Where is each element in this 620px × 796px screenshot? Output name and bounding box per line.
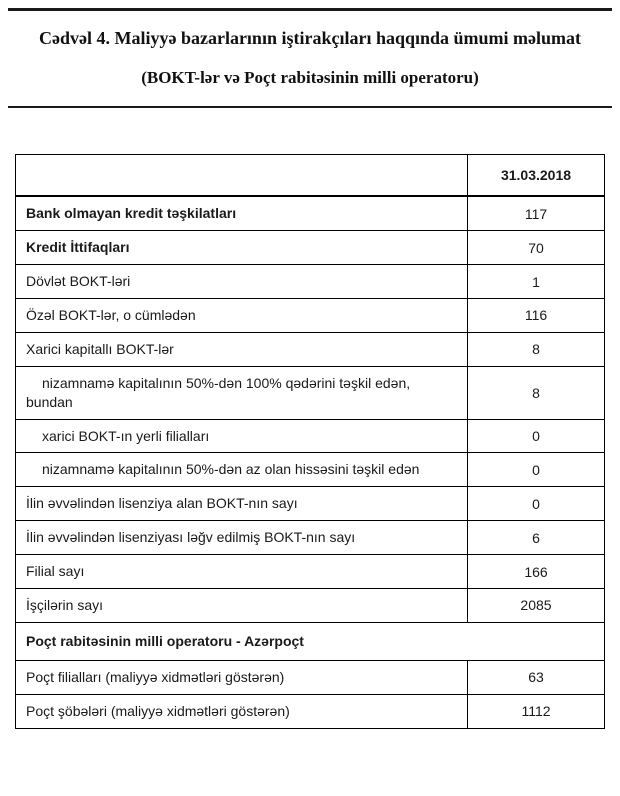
row-label: Kredit İttifaqları <box>16 231 468 265</box>
row-label: Bank olmayan kredit təşkilatları <box>16 196 468 230</box>
title-divider-rule <box>8 106 612 108</box>
row-value: 2085 <box>468 588 605 622</box>
table-row <box>16 265 605 299</box>
row-value: 0 <box>468 487 605 521</box>
table-row <box>16 487 605 521</box>
row-value: 70 <box>468 231 605 265</box>
row-label: Filial sayı <box>16 555 468 589</box>
row-label: Dövlət BOKT-ləri <box>16 265 468 299</box>
row-label: İşçilərin sayı <box>16 588 468 622</box>
empty-header-cell <box>16 154 468 196</box>
row-label: nizamnamə kapitalının 50%-dən az olan hissəsini təşkil edən <box>16 453 468 487</box>
row-value: 1 <box>468 265 605 299</box>
row-value: 8 <box>468 366 605 419</box>
date-header-cell: 31.03.2018 <box>468 154 605 196</box>
row-value: 1112 <box>468 694 605 728</box>
row-value: 6 <box>468 521 605 555</box>
row-label: Poçt rabitəsinin milli operatoru - Azərpoçt <box>16 622 605 660</box>
document-title: Cədvəl 4. Maliyyə bazarlarının iştirakçıları haqqında ümumi məlumat <box>38 28 581 48</box>
row-value: 116 <box>468 298 605 332</box>
table-row <box>16 332 605 366</box>
row-label: nizamnamə kapitalının 50%-dən 100% qədərini təşkil edən, bundan <box>16 366 468 419</box>
table-row <box>16 588 605 622</box>
row-label: İlin əvvəlindən lisenziya alan BOKT-nın sayı <box>16 487 468 521</box>
table-body <box>16 196 605 728</box>
table-row <box>16 366 605 419</box>
table-row <box>16 660 605 694</box>
row-value: 117 <box>468 196 605 230</box>
table-row <box>16 419 605 453</box>
row-label: Xarici kapitallı BOKT-lər <box>16 332 468 366</box>
row-label: İlin əvvəlindən lisenziyası ləğv edilmiş BOKT-nın sayı <box>16 521 468 555</box>
row-label: xarici BOKT-ın yerli filialları <box>16 419 468 453</box>
table-section-row <box>16 622 605 660</box>
table-row <box>16 231 605 265</box>
table-row <box>16 694 605 728</box>
row-value: 8 <box>468 332 605 366</box>
table-row <box>16 196 605 230</box>
row-value: 166 <box>468 555 605 589</box>
data-table <box>15 154 605 729</box>
table-row <box>16 521 605 555</box>
row-value: 0 <box>468 419 605 453</box>
table-row <box>16 453 605 487</box>
row-value: 63 <box>468 660 605 694</box>
row-value: 0 <box>468 453 605 487</box>
row-label: Özəl BOKT-lər, o cümlədən <box>16 298 468 332</box>
table-header-row <box>16 154 605 196</box>
top-rule <box>8 8 612 11</box>
document-subtitle: (BOKT-lər və Poçt rabitəsinin milli operatoru) <box>141 68 479 87</box>
table-row <box>16 555 605 589</box>
row-label: Poçt şöbələri (maliyyə xidmətləri göstərən) <box>16 694 468 728</box>
row-label: Poçt filialları (maliyyə xidmətləri göstərən) <box>16 660 468 694</box>
table-row <box>16 298 605 332</box>
